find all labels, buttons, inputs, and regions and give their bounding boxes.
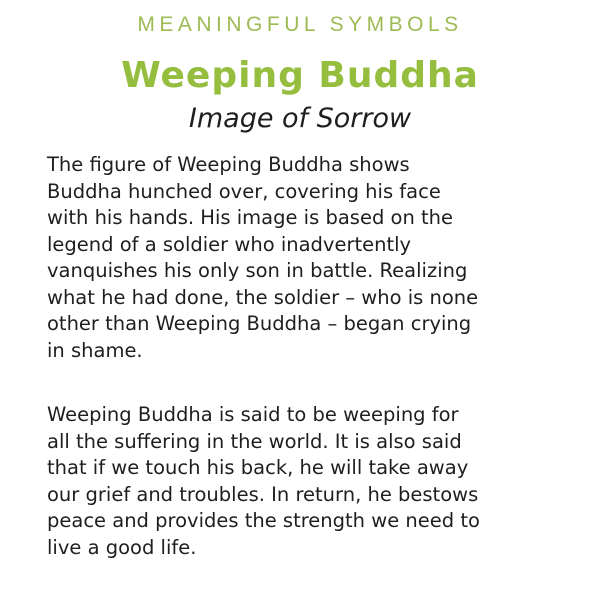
paragraph-2-line: all the suffering in the world. It is also said (47, 429, 462, 453)
paragraph-2-line: peace and provides the strength we need to (47, 509, 480, 532)
paragraph-1-line: in shame. (47, 338, 143, 362)
paragraph-2-line: Weeping Buddha is said to be weeping for (47, 403, 459, 426)
paragraph-1-line: with his hands. His image is based on the (47, 206, 454, 229)
paragraph-2-line: live a good life. (47, 535, 197, 559)
paragraph-1 (47, 152, 577, 364)
paragraph-2-line: our grief and troubles. In return, he bestows (47, 482, 479, 506)
page-title: Weeping Buddha (121, 55, 479, 96)
paragraph-2 (47, 402, 577, 561)
section-kicker: MEANINGFUL SYMBOLS (137, 13, 463, 36)
paragraph-2-line: that if we touch his back, he will take away (47, 456, 469, 479)
page-subtitle: Image of Sorrow (188, 103, 412, 134)
paragraph-1-line: The figure of Weeping Buddha shows (47, 153, 410, 176)
paragraph-1-line: vanquishes his only son in battle. Realizing (47, 259, 468, 282)
paragraph-1-line: other than Weeping Buddha – began crying (47, 312, 472, 335)
paragraph-1-line: what he had done, the soldier – who is none (47, 285, 479, 309)
paragraph-1-line: legend of a soldier who inadvertently (47, 232, 412, 256)
paragraph-1-line: Buddha hunched over, covering his face (47, 179, 441, 203)
